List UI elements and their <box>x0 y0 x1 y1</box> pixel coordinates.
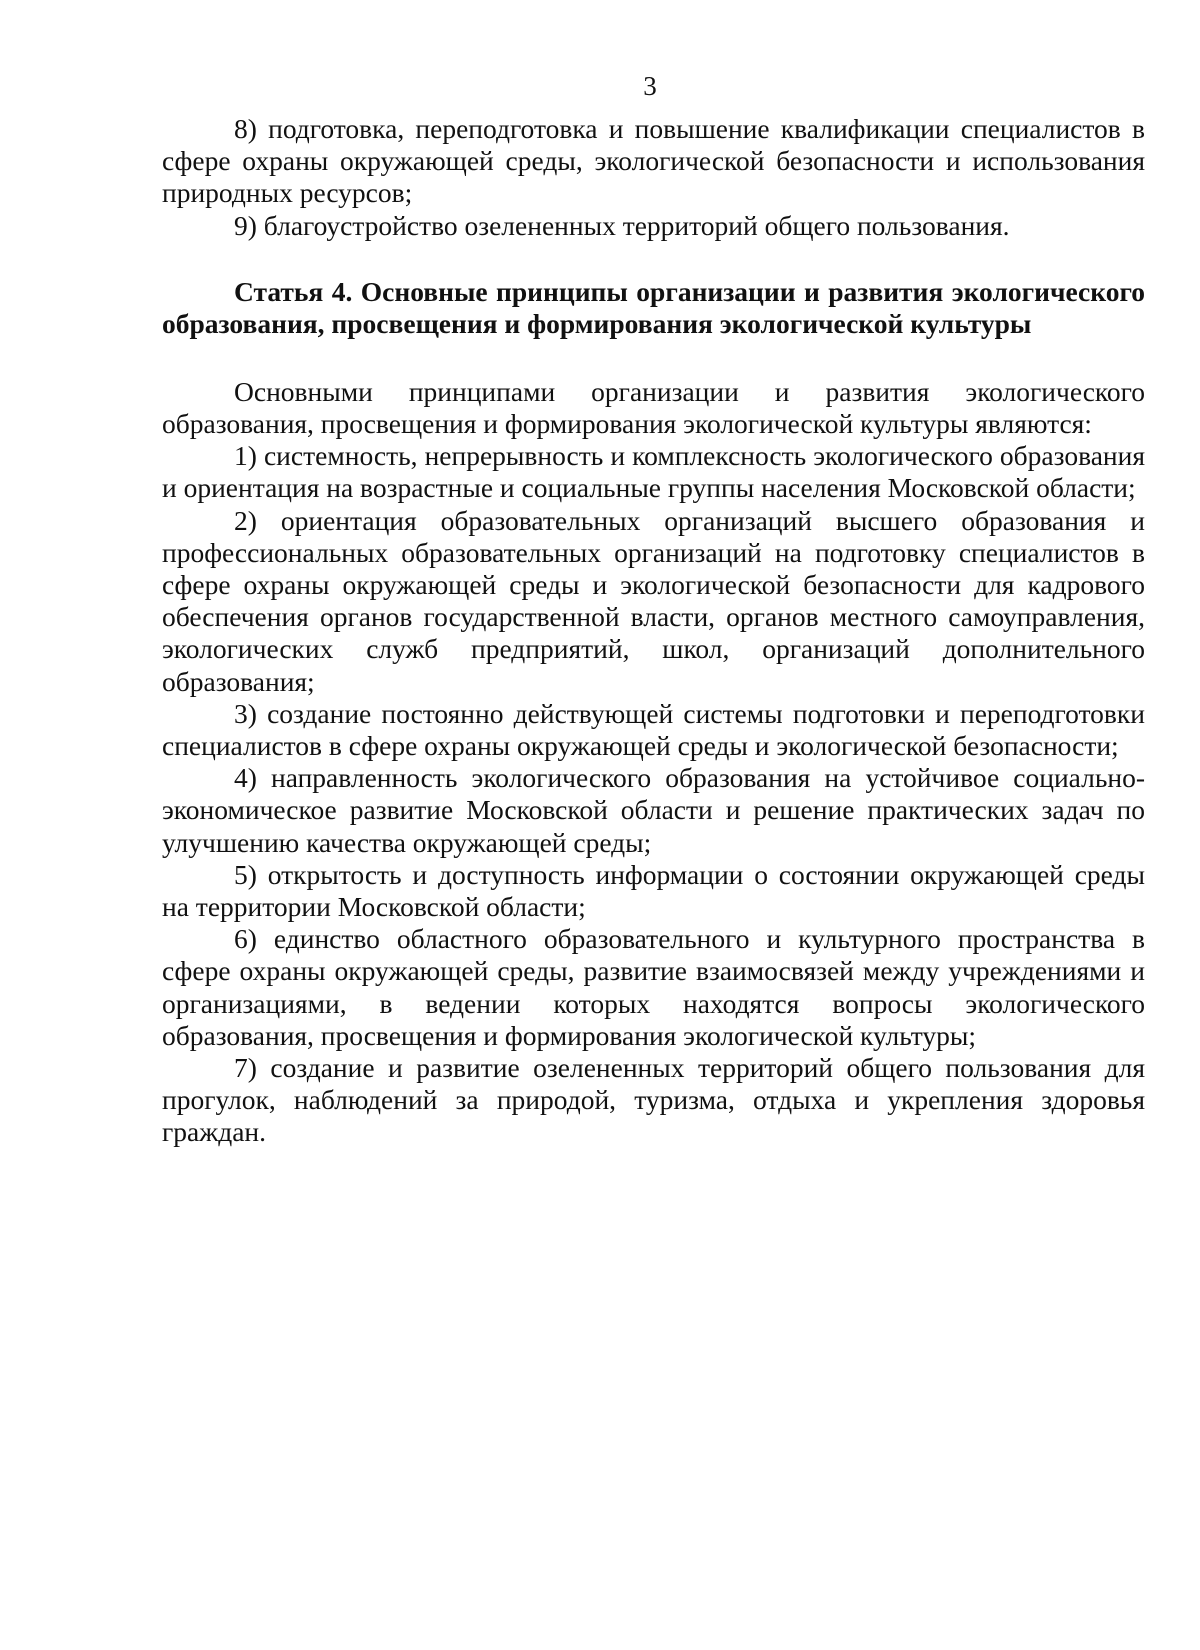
document-body <box>162 113 1145 1149</box>
principle-item-2: 2) ориентация образовательных организаций высшего образования и профессиональных образовательных организаций на подготовку специалистов в сфере охраны окружающей среды и экологической безопасности для кадрового обеспечения органов государственной власти, органов местного самоуправления, экологических служб предприятий, школ, организаций дополнительного образования; <box>162 504 1145 697</box>
article-heading: Статья 4. Основные принципы организации и развития экологического образования, просвещения и формирования экологической культуры <box>162 275 1145 339</box>
list-item-8: 8) подготовка, переподготовка и повышение квалификации специалистов в сфере охраны окружающей среды, экологической безопасности и использования природных ресурсов; <box>162 113 1145 209</box>
principle-item-6: 6) единство областного образовательного и культурного пространства в сфере охраны окружающей среды, развитие взаимосвязей между учреждениями и организациями, в ведении которых находятся вопросы экологического образования, просвещения и формирования экологической культуры; <box>162 923 1145 1051</box>
article-intro: Основными принципами организации и развития экологического образования, просвещения и формирования экологической культуры являются: <box>162 375 1145 440</box>
page-number: 3 <box>643 71 657 101</box>
principle-item-7: 7) создание и развитие озелененных территорий общего пользования для прогулок, наблюдений за природой, туризма, отдыха и укрепления здоровья граждан. <box>162 1052 1145 1148</box>
principle-item-3: 3) создание постоянно действующей системы подготовки и переподготовки специалистов в сфере охраны окружающей среды и экологической безопасности; <box>162 697 1145 762</box>
list-item-9: 9) благоустройство озелененных территорий общего пользования. <box>234 209 1010 241</box>
principle-item-1: 1) системность, непрерывность и комплексность экологического образования и ориентация на возрастные и социальные группы населения Московской области; <box>162 440 1145 504</box>
principle-item-5: 5) открытость и доступность информации о состоянии окружающей среды на территории Московской области; <box>162 858 1145 923</box>
principle-item-4: 4) направленность экологического образования на устойчивое социально-экономическое развитие Московской области и решение практических задач по улучшению качества окружающей среды; <box>162 762 1145 858</box>
